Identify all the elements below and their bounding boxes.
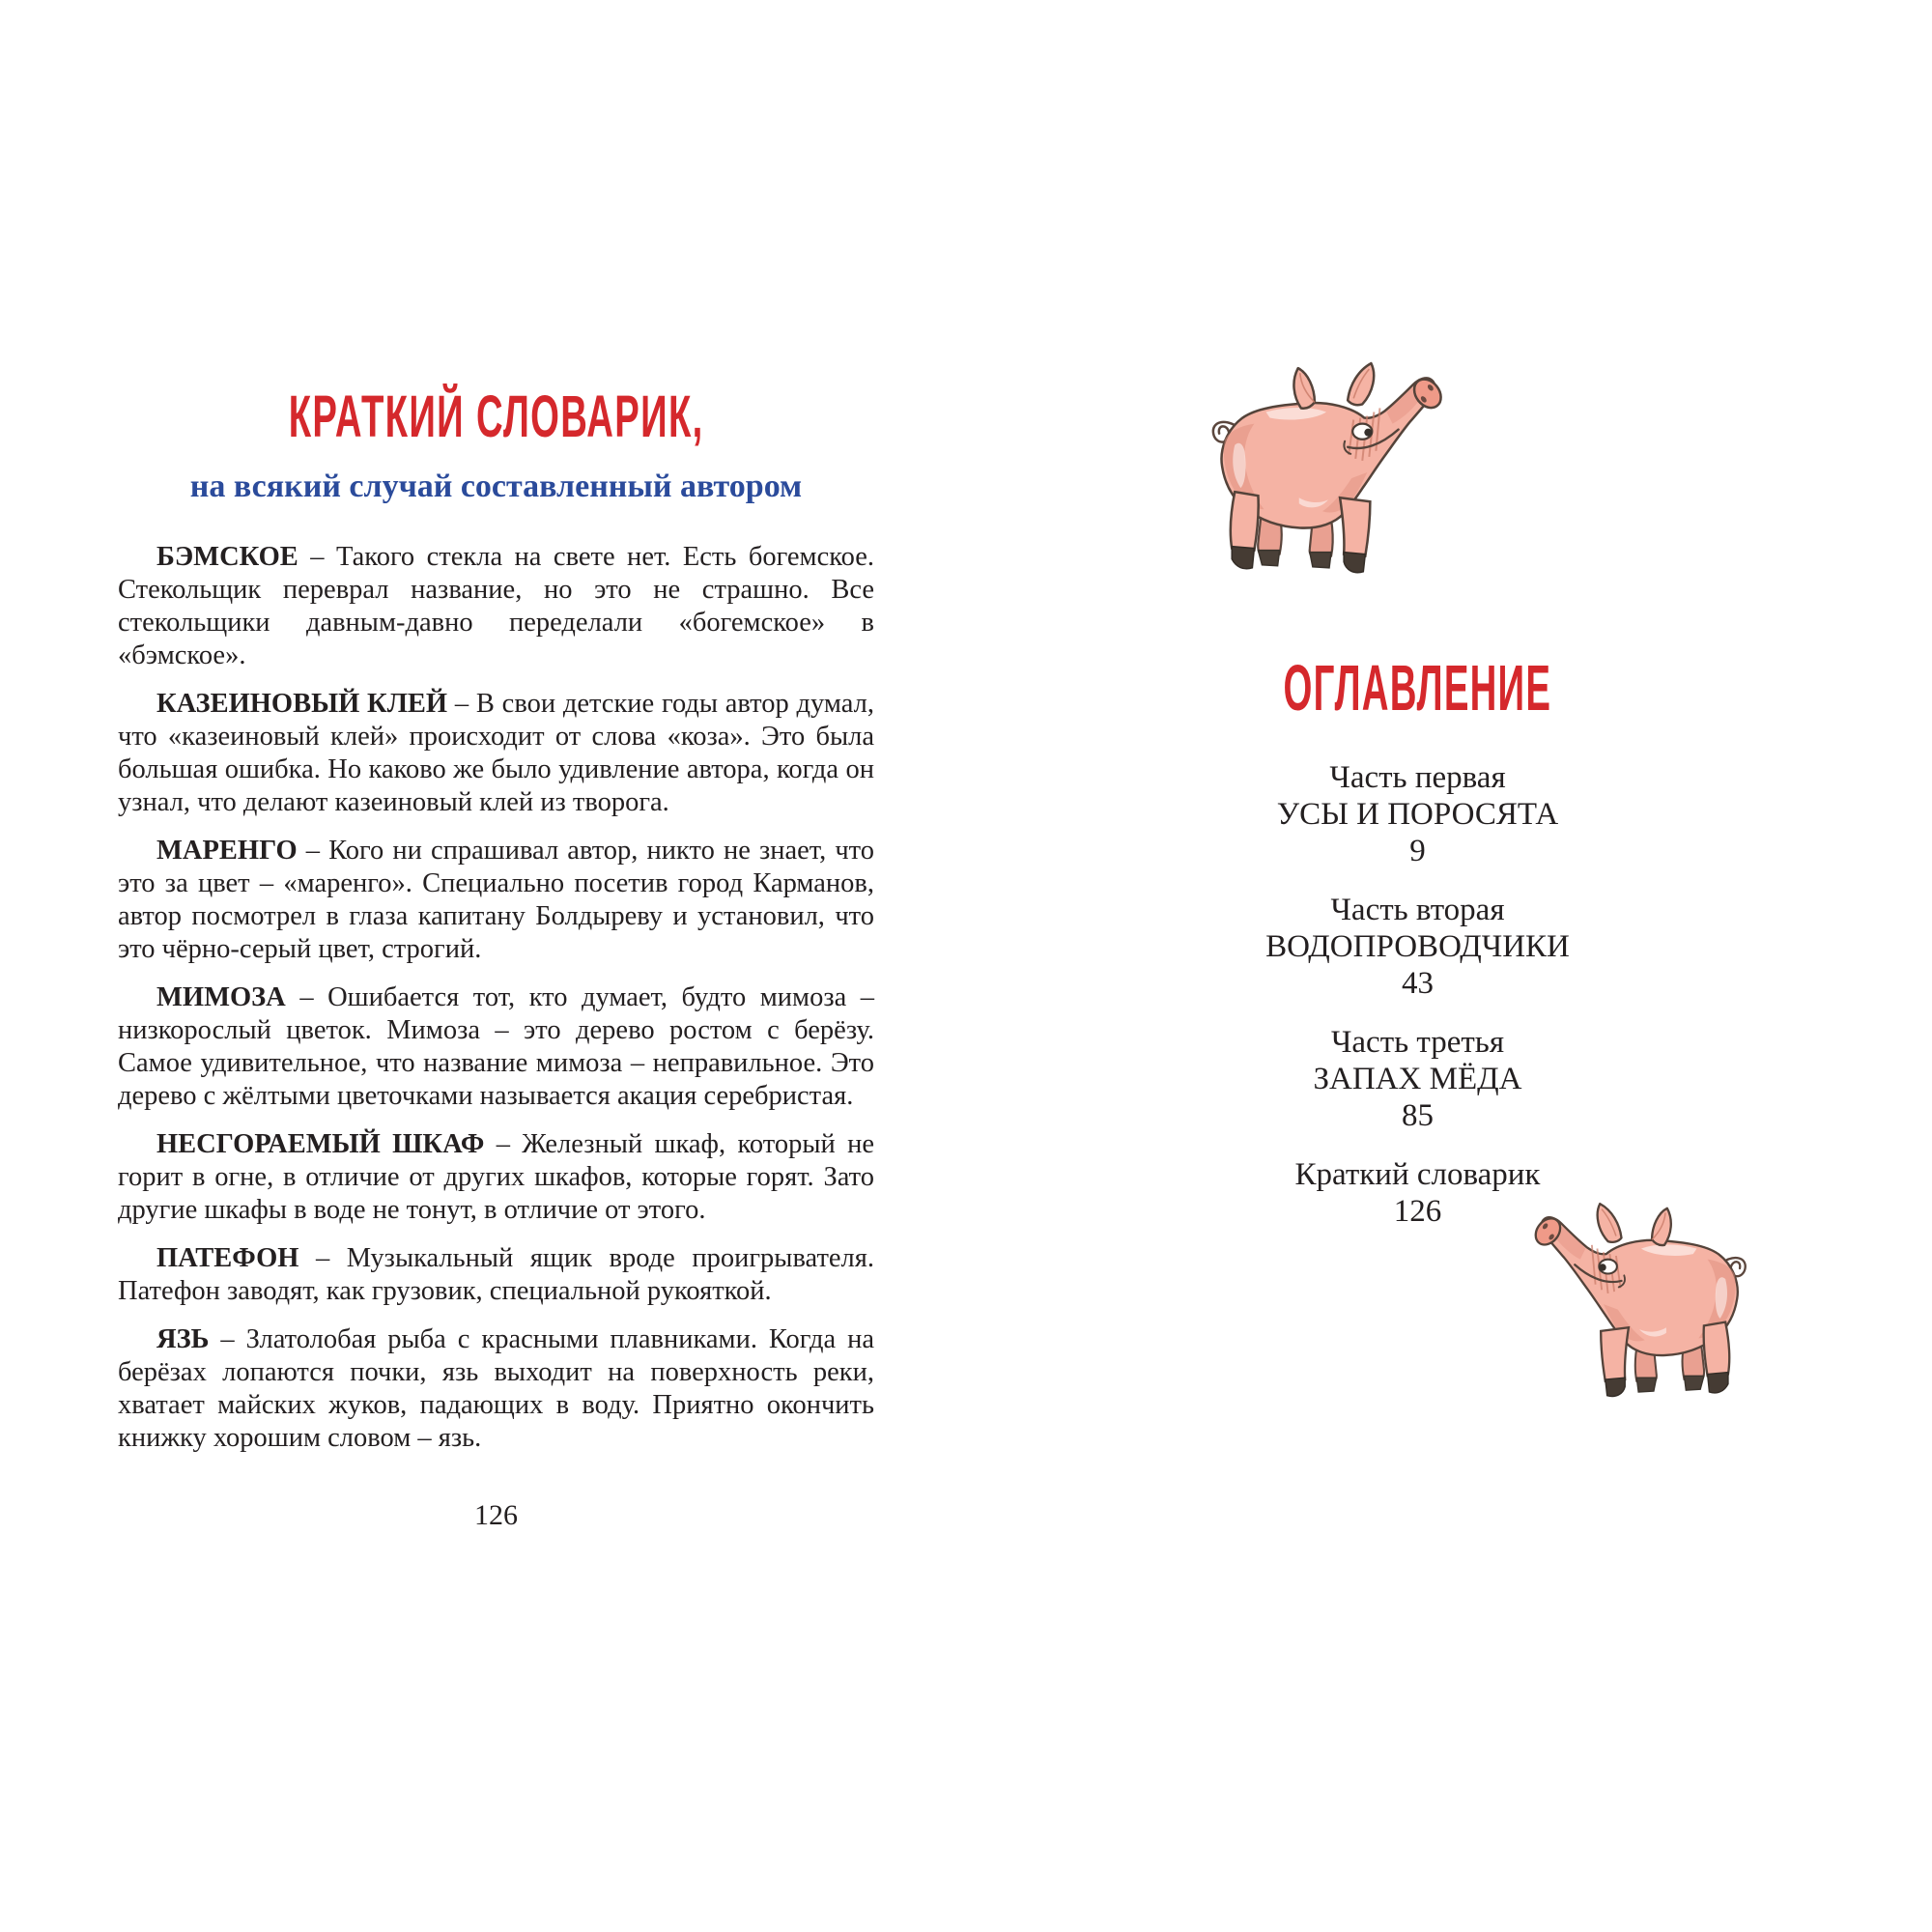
glossary-entry — [118, 688, 874, 819]
toc-entry — [1058, 759, 1777, 869]
toc-chapter-title: УСЫ И ПОРОСЯТА — [1276, 797, 1559, 832]
toc-list — [1058, 759, 1777, 1230]
toc-chapter-title: ЗАПАХ МЁДА — [1313, 1062, 1522, 1096]
toc-part-label: Часть первая — [1329, 760, 1506, 795]
toc-part-label: Часть вторая — [1330, 893, 1505, 927]
glossary-entry — [118, 835, 874, 966]
glossary-entry — [118, 541, 874, 672]
glossary-subtitle: на всякий случай составленный автором — [189, 469, 803, 504]
glossary-term: МИМОЗА — [156, 982, 286, 1012]
glossary-definition: – В свои детские годы автор думал, что «казеиновый клей» происходит от слова «коза». Это была большая ошибка. Но каково же было удивление автора, когда он узнал, что делают казеиновый клей из творога. — [118, 689, 874, 817]
glossary-title — [118, 384, 874, 450]
page-number: 126 — [474, 1499, 518, 1531]
glossary-term: ПАТЕФОН — [156, 1243, 299, 1273]
toc-page-number: 85 — [1402, 1098, 1434, 1133]
toc-page-number: 43 — [1402, 966, 1434, 1001]
glossary-title-text: КРАТКИЙ СЛОВАРИК, — [288, 384, 704, 450]
glossary-definition: – Музыкальный ящик вроде проигрывателя. Патефон заводят, как грузовик, специальной рукояткой. — [118, 1243, 875, 1306]
glossary-term: НЕСГОРАЕМЫЙ ШКАФ — [156, 1129, 485, 1159]
glossary-definition: – Кого ни спрашивал автор, никто не знает, что это за цвет – «маренго». Специально посетив город Карманов, автор посмотрел в глаза капитану Болдыреву и установил, что это чёрно-серый цвет, строгий. — [118, 836, 874, 964]
glossary-term: МАРЕНГО — [156, 836, 298, 866]
glossary-entry — [118, 1128, 874, 1227]
toc-part-label: Часть третья — [1330, 1025, 1505, 1060]
toc-heading-text: ОГЛАВЛЕНИЕ — [1283, 651, 1552, 724]
glossary-entry — [118, 1323, 874, 1455]
toc-chapter-title: Краткий словарик — [1294, 1157, 1541, 1192]
glossary-entries — [118, 541, 874, 1455]
toc-chapter-title: ВОДОПРОВОДЧИКИ — [1265, 929, 1570, 964]
piglet-illustration-top — [1206, 361, 1449, 585]
glossary-definition: – Такого стекла на свете нет. Есть богемское. Стекольщик переврал название, но это не страшно. Все стекольщики давным-давно переделали «богемское» в «бэмское». — [118, 542, 874, 670]
toc-entry — [1058, 892, 1777, 1002]
toc-page-number: 126 — [1393, 1194, 1442, 1229]
glossary-definition: – Ошибается тот, кто думает, будто мимоза – низкорослый цветок. Мимоза – это дерево ростом с берёзу. Самое удивительное, что название мимоза – неправильное. Это дерево с жёлтыми цветочками называется акация серебристая. — [118, 982, 875, 1111]
left-page — [118, 384, 875, 1470]
piglet-illustration-bottom — [1528, 1202, 1752, 1408]
glossary-definition: – Златолобая рыба с красными плавниками. Когда на берёзах лопаются почки, язь выходит на поверхность реки, хватает майских жуков, падающих в воду. Приятно окончить книжку хорошим словом – язь. — [118, 1324, 875, 1453]
right-page — [1058, 651, 1777, 1252]
toc-page-number: 9 — [1409, 834, 1426, 868]
glossary-term: БЭМСКОЕ — [156, 542, 298, 572]
glossary-term: ЯЗЬ — [156, 1324, 210, 1354]
glossary-definition: – Железный шкаф, который не горит в огне, в отличие от других шкафов, которые горят. Зато другие шкафы в воде не тонут, в отличие от этого. — [118, 1129, 874, 1225]
glossary-entry — [118, 1242, 874, 1308]
toc-entry — [1058, 1024, 1777, 1134]
glossary-term: КАЗЕИНОВЫЙ КЛЕЙ — [156, 689, 448, 719]
toc-heading — [1058, 651, 1777, 724]
glossary-entry — [118, 981, 874, 1113]
